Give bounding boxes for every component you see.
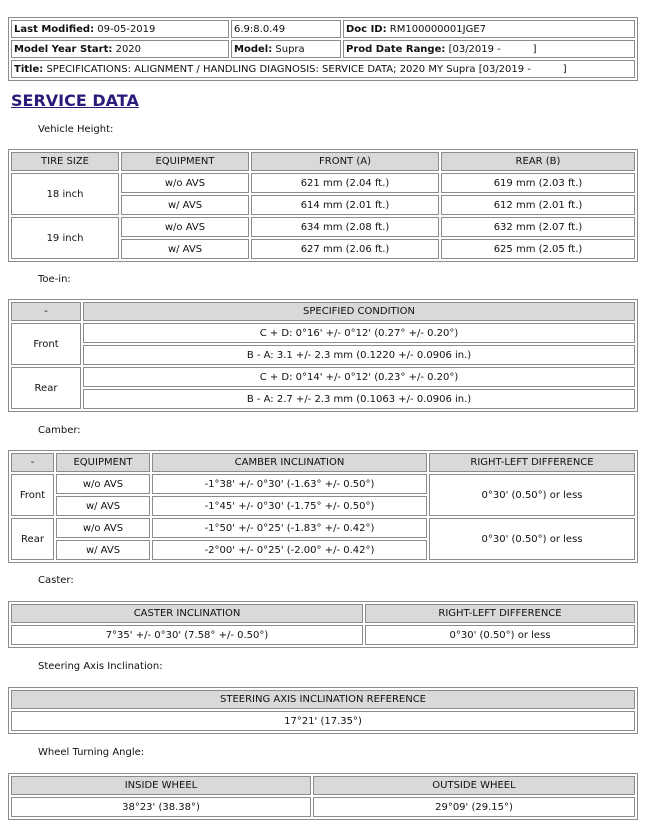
toe-position-cell: Front bbox=[11, 323, 81, 365]
toe-spec-cell: C + D: 0°16' +/- 0°12' (0.27° +/- 0.20°) bbox=[83, 323, 635, 343]
col-header-dash: - bbox=[11, 453, 54, 472]
vehicle-height-table bbox=[8, 149, 638, 262]
col-header-right-left-difference: RIGHT-LEFT DIFFERENCE bbox=[365, 604, 635, 623]
col-header-equipment: EQUIPMENT bbox=[121, 152, 249, 171]
equipment-cell: w/o AVS bbox=[56, 474, 150, 494]
equipment-cell: w/o AVS bbox=[121, 217, 249, 237]
steering-axis-table bbox=[8, 687, 638, 734]
rear-height-cell: 625 mm (2.05 ft.) bbox=[441, 239, 635, 259]
wheel-turning-label: Wheel Turning Angle: bbox=[38, 747, 145, 758]
col-header-tire-size: TIRE SIZE bbox=[11, 152, 119, 171]
equipment-cell: w/ AVS bbox=[56, 540, 150, 560]
camber-inclination-cell: -1°38' +/- 0°30' (-1.63° +/- 0.50°) bbox=[152, 474, 427, 494]
camber-difference-cell: 0°30' (0.50°) or less bbox=[429, 518, 635, 560]
model-year-value: 2020 bbox=[115, 43, 142, 55]
toe-spec-cell: C + D: 0°14' +/- 0°12' (0.23° +/- 0.20°) bbox=[83, 367, 635, 387]
model-value: Supra bbox=[275, 43, 305, 55]
camber-inclination-cell: -2°00' +/- 0°25' (-2.00° +/- 0.42°) bbox=[152, 540, 427, 560]
doc-id-cell bbox=[343, 20, 635, 38]
col-header-right-left-difference: RIGHT-LEFT DIFFERENCE bbox=[429, 453, 635, 472]
steering-axis-value-cell: 17°21' (17.35°) bbox=[11, 711, 635, 731]
rear-height-cell: 619 mm (2.03 ft.) bbox=[441, 173, 635, 193]
col-header-inside-wheel: INSIDE WHEEL bbox=[11, 776, 311, 795]
model-year-cell bbox=[11, 40, 229, 58]
front-height-cell: 634 mm (2.08 ft.) bbox=[251, 217, 439, 237]
col-header-camber-inclination: CAMBER INCLINATION bbox=[152, 453, 427, 472]
col-header-steering-axis-reference: STEERING AXIS INCLINATION REFERENCE bbox=[11, 690, 635, 709]
wheel-turning-table bbox=[8, 773, 638, 820]
col-header-specified-condition: SPECIFIED CONDITION bbox=[83, 302, 635, 321]
steering-axis-label: Steering Axis Inclination: bbox=[38, 661, 163, 672]
equipment-cell: w/ AVS bbox=[56, 496, 150, 516]
prod-date-cell bbox=[343, 40, 635, 58]
model-label: Model: bbox=[234, 43, 273, 55]
camber-inclination-cell: -1°50' +/- 0°25' (-1.83° +/- 0.42°) bbox=[152, 518, 427, 538]
toe-in-table bbox=[8, 299, 638, 412]
equipment-cell: w/ AVS bbox=[121, 239, 249, 259]
col-header-outside-wheel: OUTSIDE WHEEL bbox=[313, 776, 635, 795]
model-cell bbox=[231, 40, 341, 58]
tire-size-cell: 19 inch bbox=[11, 217, 119, 259]
col-header-front: FRONT (A) bbox=[251, 152, 439, 171]
front-height-cell: 627 mm (2.06 ft.) bbox=[251, 239, 439, 259]
toe-spec-cell: B - A: 3.1 +/- 2.3 mm (0.1220 +/- 0.0906 in.) bbox=[83, 345, 635, 365]
col-header-dash: - bbox=[11, 302, 81, 321]
toe-in-label: Toe-in: bbox=[38, 274, 71, 285]
vehicle-height-label: Vehicle Height: bbox=[38, 124, 114, 135]
page-title: SERVICE DATA bbox=[11, 91, 139, 110]
camber-difference-cell: 0°30' (0.50°) or less bbox=[429, 474, 635, 516]
front-height-cell: 621 mm (2.04 ft.) bbox=[251, 173, 439, 193]
col-header-rear: REAR (B) bbox=[441, 152, 635, 171]
title-value: SPECIFICATIONS: ALIGNMENT / HANDLING DIAGNOSIS: SERVICE DATA; 2020 MY Supra [03/2019 - ] bbox=[46, 63, 567, 75]
prod-date-value: [03/2019 - ] bbox=[448, 43, 537, 55]
camber-position-cell: Rear bbox=[11, 518, 54, 560]
rear-height-cell: 632 mm (2.07 ft.) bbox=[441, 217, 635, 237]
equipment-cell: w/o AVS bbox=[121, 173, 249, 193]
caster-inclination-cell: 7°35' +/- 0°30' (7.58° +/- 0.50°) bbox=[11, 625, 363, 645]
tire-size-cell: 18 inch bbox=[11, 173, 119, 215]
caster-label: Caster: bbox=[38, 575, 74, 586]
equipment-cell: w/ AVS bbox=[121, 195, 249, 215]
last-modified-value: 09-05-2019 bbox=[97, 23, 156, 35]
inside-wheel-value-cell: 38°23' (38.38°) bbox=[11, 797, 311, 817]
outside-wheel-value-cell: 29°09' (29.15°) bbox=[313, 797, 635, 817]
version-cell: 6.9:8.0.49 bbox=[231, 20, 341, 38]
col-header-equipment: EQUIPMENT bbox=[56, 453, 150, 472]
doc-id-label: Doc ID: bbox=[346, 23, 387, 35]
caster-table bbox=[8, 601, 638, 648]
title-label: Title: bbox=[14, 63, 44, 75]
toe-spec-cell: B - A: 2.7 +/- 2.3 mm (0.1063 +/- 0.0906 in.) bbox=[83, 389, 635, 409]
last-modified-label: Last Modified: bbox=[14, 23, 95, 35]
doc-id-value: RM100000001JGE7 bbox=[389, 23, 487, 35]
document-header-table bbox=[8, 17, 638, 81]
equipment-cell: w/o AVS bbox=[56, 518, 150, 538]
camber-label: Camber: bbox=[38, 425, 81, 436]
rear-height-cell: 612 mm (2.01 ft.) bbox=[441, 195, 635, 215]
last-modified-cell bbox=[11, 20, 229, 38]
camber-table bbox=[8, 450, 638, 563]
camber-inclination-cell: -1°45' +/- 0°30' (-1.75° +/- 0.50°) bbox=[152, 496, 427, 516]
caster-difference-cell: 0°30' (0.50°) or less bbox=[365, 625, 635, 645]
col-header-caster-inclination: CASTER INCLINATION bbox=[11, 604, 363, 623]
title-cell bbox=[11, 60, 635, 78]
camber-position-cell: Front bbox=[11, 474, 54, 516]
model-year-label: Model Year Start: bbox=[14, 43, 113, 55]
front-height-cell: 614 mm (2.01 ft.) bbox=[251, 195, 439, 215]
prod-date-label: Prod Date Range: bbox=[346, 43, 446, 55]
toe-position-cell: Rear bbox=[11, 367, 81, 409]
